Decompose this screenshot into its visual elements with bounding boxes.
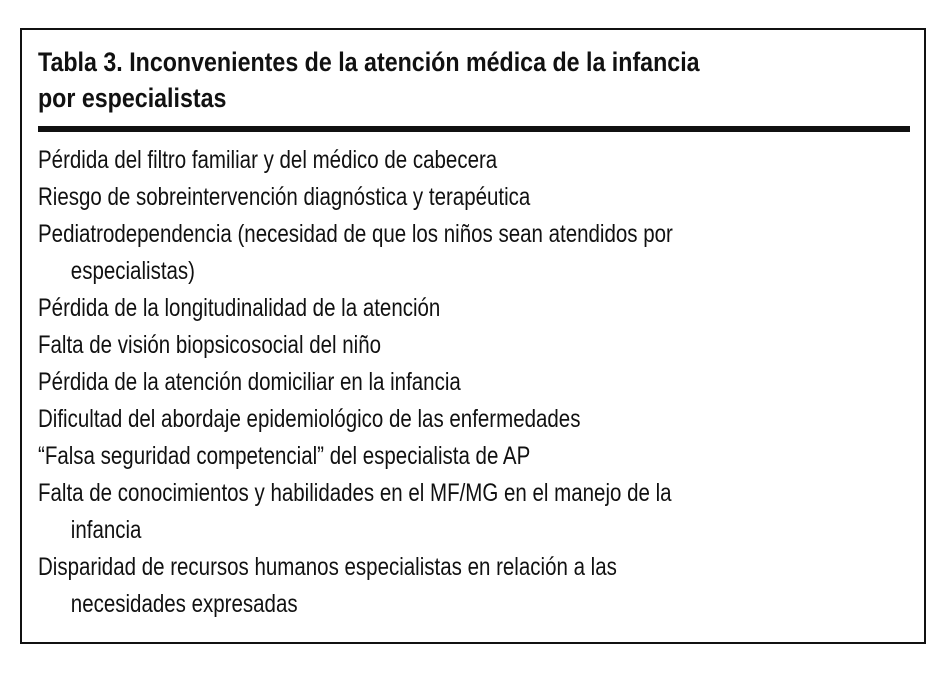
list-item bbox=[38, 438, 858, 475]
list-item-text: Dificultad del abordaje epidemiológico de las enfermedades bbox=[38, 405, 581, 433]
list-item bbox=[38, 475, 858, 549]
table-title bbox=[38, 44, 778, 116]
list-item-text: Pérdida del filtro familiar y del médico de cabecera bbox=[38, 146, 498, 174]
list-item-text-continuation: especialistas) bbox=[70, 257, 195, 285]
list-item-text: Pérdida de la longitudinalidad de la atención bbox=[38, 294, 441, 322]
table-title-line: por especialistas bbox=[38, 83, 227, 113]
table-frame bbox=[20, 28, 926, 644]
list-item-text-continuation: necesidades expresadas bbox=[70, 590, 298, 618]
list-item-text: Pediatrodependencia (necesidad de que los niños sean atendidos por bbox=[38, 220, 673, 248]
list-item-text: Falta de visión biopsicosocial del niño bbox=[38, 331, 382, 359]
list-item bbox=[38, 401, 858, 438]
table-title-line: Tabla 3. Inconvenientes de la atención médica de la infancia bbox=[38, 47, 700, 77]
list-item-text: “Falsa seguridad competencial” del especialista de AP bbox=[38, 442, 531, 470]
list-item bbox=[38, 549, 858, 623]
list-item-text: Disparidad de recursos humanos especialistas en relación a las bbox=[38, 553, 617, 581]
title-divider bbox=[38, 126, 910, 132]
list-item bbox=[38, 327, 858, 364]
list-item bbox=[38, 364, 858, 401]
list-item bbox=[38, 142, 858, 179]
list-item-text: Pérdida de la atención domiciliar en la infancia bbox=[38, 368, 461, 396]
list-item bbox=[38, 216, 858, 290]
list-item-text: Falta de conocimientos y habilidades en el MF/MG en el manejo de la bbox=[38, 479, 672, 507]
list-item bbox=[38, 179, 858, 216]
list-item-text-continuation: infancia bbox=[70, 516, 142, 544]
item-list bbox=[38, 142, 858, 623]
list-item-text: Riesgo de sobreintervención diagnóstica y terapéutica bbox=[38, 183, 531, 211]
list-item bbox=[38, 290, 858, 327]
